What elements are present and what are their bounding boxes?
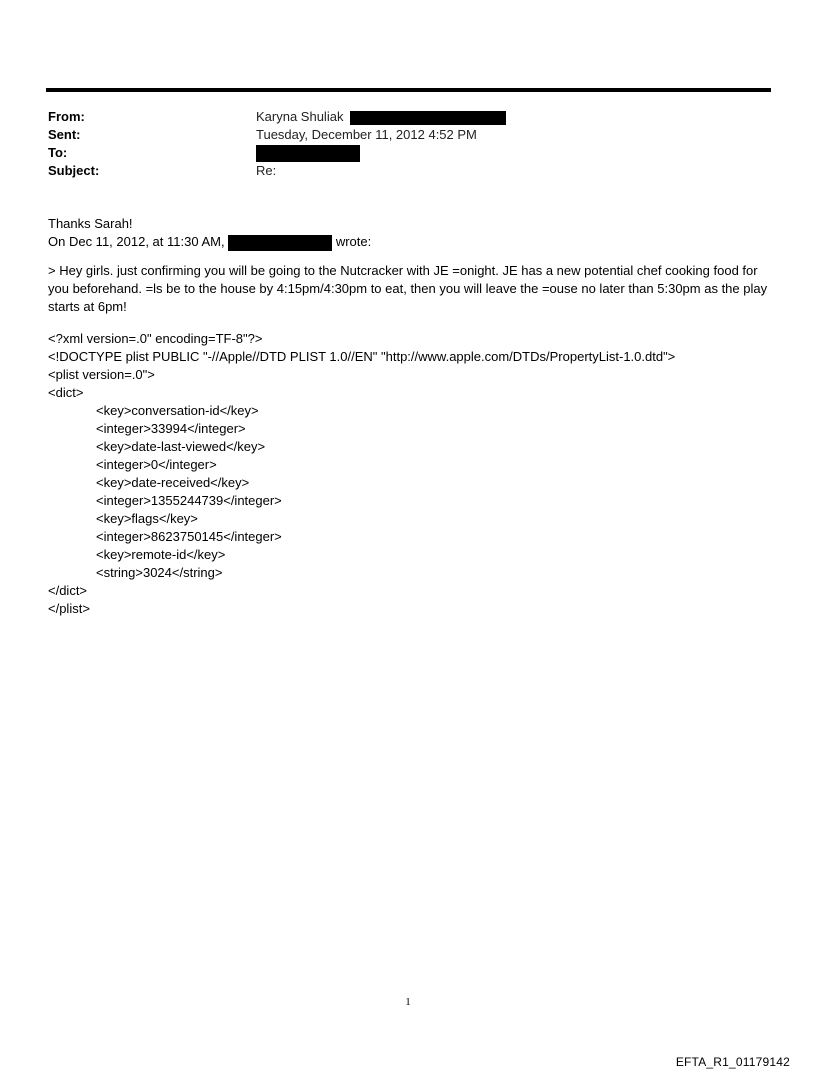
plist-entry: <integer>8623750145</integer> bbox=[96, 529, 282, 544]
subject-label: Subject: bbox=[48, 163, 100, 178]
header-rule bbox=[46, 88, 771, 92]
to-value bbox=[256, 144, 360, 162]
attribution-suffix: wrote: bbox=[335, 234, 372, 249]
plist-line: </plist> bbox=[48, 601, 90, 616]
greeting: Thanks Sarah! bbox=[48, 216, 133, 231]
plist-entry: <key>flags</key> bbox=[96, 511, 198, 526]
plist-line: </dict> bbox=[48, 583, 88, 598]
attribution-prefix: On Dec 11, 2012, at 11:30 AM, bbox=[48, 234, 225, 249]
plist-entry: <integer>33994</integer> bbox=[96, 421, 246, 436]
quoted-message: > Hey girls. just confirming you will be going to the Nutcracker with JE =onight. JE has a new potential chef cooking food for you beforehand. =ls be to the house by 4:15pm/4:30pm to eat, then you will leave the =ouse no later than 5:30pm as the play starts at 6pm! bbox=[48, 263, 768, 314]
plist-entry: <key>conversation-id</key> bbox=[96, 403, 259, 418]
redaction-box bbox=[256, 145, 360, 162]
page-number: 1 bbox=[405, 996, 411, 1008]
spacer bbox=[48, 316, 778, 330]
plist-line: <dict> bbox=[48, 385, 84, 400]
from-label: From: bbox=[48, 109, 85, 124]
redaction-box bbox=[350, 111, 506, 125]
sent-value: Tuesday, December 11, 2012 4:52 PM bbox=[256, 127, 477, 142]
from-value bbox=[256, 108, 506, 126]
sent-label: Sent: bbox=[48, 127, 81, 142]
plist-entry: <key>date-received</key> bbox=[96, 475, 250, 490]
redaction-box bbox=[228, 235, 332, 251]
email-body bbox=[48, 215, 778, 618]
plist-entry: <key>remote-id</key> bbox=[96, 547, 226, 562]
plist-dict-contents bbox=[48, 402, 778, 582]
reply-attribution bbox=[48, 233, 778, 251]
plist-line: <?xml version=.0" encoding=TF-8"?> bbox=[48, 331, 263, 346]
plist-line: <plist version=.0"> bbox=[48, 367, 155, 382]
plist-line: <!DOCTYPE plist PUBLIC "-//Apple//DTD PLIST 1.0//EN" "http://www.apple.com/DTDs/PropertyList-1.0.dtd"> bbox=[48, 349, 676, 364]
plist-entry: <string>3024</string> bbox=[96, 565, 223, 580]
spacer bbox=[48, 251, 778, 262]
plist-entry: <integer>0</integer> bbox=[96, 457, 217, 472]
subject-value: Re: bbox=[256, 163, 277, 178]
plist-entry: <integer>1355244739</integer> bbox=[96, 493, 282, 508]
from-name: Karyna Shuliak bbox=[256, 109, 344, 124]
to-label: To: bbox=[48, 145, 68, 160]
plist-footer bbox=[48, 582, 778, 618]
bates-number: EFTA_R1_01179142 bbox=[675, 1055, 790, 1069]
plist-entry: <key>date-last-viewed</key> bbox=[96, 439, 266, 454]
plist-header bbox=[48, 330, 778, 402]
